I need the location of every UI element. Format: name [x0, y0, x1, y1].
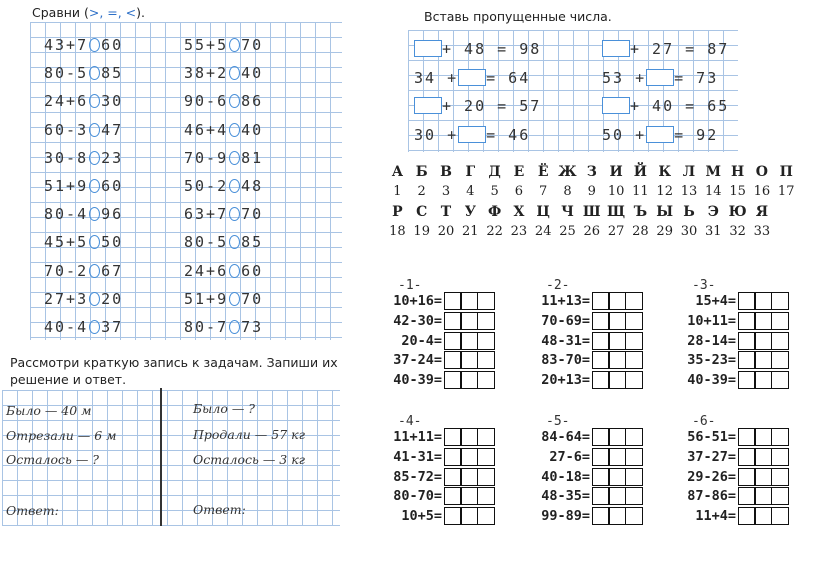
alphabet-letter: З	[586, 164, 597, 180]
compare-right-row: 51+9 70	[184, 289, 264, 308]
answer-cell[interactable]	[592, 448, 610, 466]
answer-cell[interactable]	[477, 312, 495, 330]
answer-cells[interactable]	[739, 428, 789, 446]
answer-cell[interactable]	[608, 507, 626, 525]
alphabet-number: 29	[656, 224, 673, 239]
alphabet-letter: К	[658, 164, 672, 180]
alphabet-letter: Й	[633, 164, 648, 180]
answer-cell[interactable]	[771, 351, 789, 369]
alphabet-number: 16	[753, 184, 771, 199]
compare-left-row: 51+9 60	[44, 177, 124, 195]
alphabet-number: 4	[466, 184, 475, 199]
answer-cell[interactable]	[460, 487, 478, 505]
answer-cell[interactable]	[608, 448, 626, 466]
answer-cell[interactable]	[754, 351, 772, 369]
answer-cell[interactable]	[738, 312, 756, 330]
answer-cells[interactable]	[593, 292, 643, 310]
answer-cells[interactable]	[593, 351, 643, 369]
compare-sign-circle[interactable]	[89, 66, 100, 80]
alphabet-letter: Ц	[536, 204, 550, 220]
answer-cell[interactable]	[460, 507, 478, 525]
alphabet-number: 21	[462, 224, 479, 239]
compare-sign-circle[interactable]	[229, 320, 240, 334]
answer-cell[interactable]	[738, 428, 756, 446]
alphabet-letter: Ё	[537, 164, 549, 180]
alphabet-number: 15	[729, 184, 746, 199]
compare-left-row: 24+6 30	[44, 92, 124, 111]
answer-cells[interactable]	[445, 292, 495, 310]
answer-cell[interactable]	[754, 332, 772, 350]
compare-left-row: 30-8 23	[44, 148, 124, 167]
compare-sign-circle[interactable]	[229, 292, 240, 306]
answer-cell[interactable]	[592, 351, 610, 369]
missing-number-box[interactable]	[414, 97, 442, 114]
compare-sign-circle[interactable]	[89, 38, 100, 52]
answer-cell[interactable]	[477, 428, 495, 446]
alphabet-letter: Ш	[582, 204, 601, 220]
missing-number-box[interactable]	[646, 69, 674, 86]
example-expression: 10+5=	[401, 508, 442, 525]
tasks-title-line1: Рассмотри краткую запись к задачам. Запиши их	[10, 355, 338, 370]
compare-sign-circle[interactable]	[89, 207, 100, 221]
answer-cell[interactable]	[460, 448, 478, 466]
alphabet-number: 3	[441, 184, 451, 199]
missing-number-box[interactable]	[414, 40, 442, 57]
alphabet-letter: Б	[415, 164, 428, 180]
compare-sign-circle[interactable]	[229, 179, 240, 193]
compare-right-row: 90-6 86	[184, 92, 264, 111]
answer-cell[interactable]	[477, 292, 495, 310]
compare-right-row: 24+6 60	[184, 261, 264, 280]
group-title: -4-	[398, 414, 422, 429]
answer-cell[interactable]	[460, 332, 478, 350]
answer-cell[interactable]	[625, 487, 643, 505]
insert-row-right: 53 + = 73	[602, 68, 719, 87]
group-title: -6-	[692, 414, 716, 429]
missing-number-box[interactable]	[602, 97, 630, 114]
compare-right-row: 46+4 40	[184, 120, 264, 139]
alphabet-letter: Г	[465, 164, 476, 180]
example-expression: 84-64=	[541, 429, 590, 445]
answer-cells[interactable]	[445, 468, 495, 486]
answer-cell[interactable]	[771, 292, 789, 310]
group-title: -1-	[398, 278, 422, 293]
alphabet-letter: Ф	[487, 204, 502, 220]
answer-cell[interactable]	[754, 292, 772, 310]
answer-cells[interactable]	[445, 428, 495, 446]
alphabet-letter: Л	[682, 164, 696, 180]
alphabet-letter: Р	[392, 204, 403, 220]
answer-cell[interactable]	[477, 487, 495, 505]
alphabet-letter: О	[755, 164, 768, 180]
group-title: -5-	[546, 414, 570, 429]
answer-cell[interactable]	[625, 448, 643, 466]
answer-cell[interactable]	[608, 332, 626, 350]
compare-sign-circle[interactable]	[89, 151, 100, 165]
example-expression: 99-89=	[541, 508, 590, 525]
missing-number-box[interactable]	[602, 40, 630, 57]
group-title: -3-	[692, 278, 716, 293]
alphabet-number: 2	[417, 184, 426, 199]
answer-cell[interactable]	[477, 468, 495, 486]
example-expression: 48-35=	[541, 488, 590, 505]
answer-cell[interactable]	[771, 312, 789, 330]
alphabet-number: 20	[437, 224, 455, 239]
example-expression: 10+11=	[687, 312, 736, 329]
alphabet-number: 32	[729, 224, 746, 239]
compare-left-row: 27+3 20	[44, 289, 124, 308]
example-expression: 20-4=	[401, 332, 442, 349]
answer-cell[interactable]	[444, 507, 462, 525]
alphabet-letter: П	[779, 164, 793, 180]
answer-cell[interactable]	[625, 312, 643, 330]
answer-cell[interactable]	[625, 428, 643, 446]
example-expression: 80-70=	[393, 488, 442, 505]
insert-title: Вставь пропущенные числа.	[424, 9, 612, 24]
answer-cell[interactable]	[771, 507, 789, 525]
answer-cell[interactable]	[625, 351, 643, 369]
example-expression: 15+4=	[695, 293, 736, 309]
answer-cell[interactable]	[460, 468, 478, 486]
compare-right-row: 38+2 40	[184, 64, 264, 83]
alphabet-number: 25	[559, 224, 576, 239]
answer-cell[interactable]	[771, 371, 789, 389]
alphabet-number: 11	[632, 184, 649, 199]
answer-cell[interactable]	[592, 312, 610, 330]
alphabet-letter: Ы	[656, 204, 674, 220]
answer-cell[interactable]	[460, 292, 478, 310]
alphabet-letter: Ъ	[633, 204, 648, 220]
answer-cell[interactable]	[592, 292, 610, 310]
compare-sign-circle[interactable]	[89, 179, 100, 193]
compare-sign-circle[interactable]	[229, 38, 240, 52]
answer-cell[interactable]	[444, 371, 462, 389]
answer-cell[interactable]	[738, 468, 756, 486]
alphabet-number: 10	[607, 184, 625, 199]
answer-cell[interactable]	[754, 507, 772, 525]
answer-cell[interactable]	[477, 448, 495, 466]
example-expression: 28-14=	[687, 332, 736, 349]
answer-cell[interactable]	[460, 312, 478, 330]
compare-sign-circle[interactable]	[89, 320, 100, 334]
compare-left-row: 70-2 67	[44, 261, 124, 280]
task-right-answer: Ответ:	[193, 502, 246, 517]
answer-cell[interactable]	[625, 468, 643, 486]
compare-left-row: 80-5 85	[44, 64, 124, 83]
alphabet-letter: И	[609, 164, 623, 180]
answer-cell[interactable]	[592, 507, 610, 525]
compare-sign-circle[interactable]	[229, 123, 240, 137]
answer-cells[interactable]	[739, 351, 789, 369]
alphabet-letter: Ю	[728, 204, 747, 220]
compare-right-row: 63+7 70	[184, 205, 264, 224]
example-expression: 37-24=	[393, 352, 442, 369]
alphabet-letter: Ь	[683, 204, 695, 220]
answer-cell[interactable]	[754, 468, 772, 486]
tasks-title-line2: решение и ответ.	[10, 372, 127, 387]
answer-cell[interactable]	[625, 507, 643, 525]
answer-cell[interactable]	[738, 332, 756, 350]
example-expression: 42-30=	[393, 312, 442, 329]
answer-cell[interactable]	[608, 312, 626, 330]
alphabet-letter: Д	[488, 164, 501, 180]
answer-cell[interactable]	[592, 487, 610, 505]
compare-left-row: 80-4 96	[44, 205, 124, 224]
alphabet-letter: Э	[707, 204, 719, 220]
answer-cell[interactable]	[608, 428, 626, 446]
answer-cell[interactable]	[771, 428, 789, 446]
alphabet-number: 23	[510, 224, 528, 239]
compare-right-row: 80-7 73	[184, 318, 264, 336]
alphabet-number: 12	[656, 184, 673, 199]
answer-cell[interactable]	[444, 292, 462, 310]
answer-cells[interactable]	[593, 507, 643, 525]
insert-row-right: + 27 = 87	[602, 40, 729, 58]
answer-cell[interactable]	[460, 371, 478, 389]
alphabet-letter: Я	[755, 204, 769, 220]
insert-row-left: 30 + = 46	[414, 126, 531, 145]
compare-left-row: 45+5 50	[44, 233, 124, 252]
compare-sign-circle[interactable]	[229, 235, 240, 249]
answer-cell[interactable]	[754, 448, 772, 466]
answer-cells[interactable]	[739, 292, 789, 310]
answer-cells[interactable]	[593, 332, 643, 350]
compare-signs: >, =, <	[88, 5, 137, 20]
compare-sign-circle[interactable]	[89, 292, 100, 306]
answer-cell[interactable]	[771, 448, 789, 466]
answer-cells[interactable]	[739, 487, 789, 505]
compare-left-row: 60-3 47	[44, 120, 124, 139]
answer-cell[interactable]	[625, 371, 643, 389]
answer-cell[interactable]	[477, 507, 495, 525]
answer-cell[interactable]	[608, 292, 626, 310]
answer-cells[interactable]	[445, 507, 495, 525]
example-expression: 11+13=	[541, 293, 590, 309]
answer-cells[interactable]	[593, 428, 643, 446]
tasks-divider	[160, 388, 162, 526]
alphabet-number: 18	[389, 224, 406, 239]
answer-cells[interactable]	[445, 351, 495, 369]
insert-row-left: 34 + = 64	[414, 68, 531, 87]
answer-cells[interactable]	[739, 507, 789, 525]
answer-cells[interactable]	[593, 448, 643, 466]
answer-cell[interactable]	[444, 487, 462, 505]
answer-cell[interactable]	[754, 312, 772, 330]
compare-right-row: 80-5 85	[184, 233, 264, 252]
compare-sign-circle[interactable]	[89, 94, 100, 108]
compare-sign-circle[interactable]	[229, 94, 240, 108]
alphabet-number: 27	[607, 224, 625, 239]
answer-cell[interactable]	[444, 312, 462, 330]
answer-cell[interactable]	[444, 351, 462, 369]
compare-right-row: 55+5 70	[184, 36, 264, 54]
answer-cells[interactable]	[739, 468, 789, 486]
answer-cells[interactable]	[739, 332, 789, 350]
answer-cell[interactable]	[738, 351, 756, 369]
example-expression: 83-70=	[541, 352, 590, 369]
compare-sign-circle[interactable]	[89, 235, 100, 249]
answer-cell[interactable]	[754, 371, 772, 389]
insert-row-left: + 20 = 57	[414, 97, 541, 115]
example-expression: 48-31=	[541, 332, 590, 349]
answer-cell[interactable]	[754, 428, 772, 446]
alphabet-number: 9	[587, 184, 596, 199]
alphabet-number: 33	[753, 224, 771, 239]
answer-cells[interactable]	[739, 448, 789, 466]
answer-cells[interactable]	[739, 312, 789, 330]
task-left-line1: Было — 40 м	[6, 403, 92, 418]
compare-left-row: 40-4 37	[44, 318, 124, 336]
answer-cell[interactable]	[444, 332, 462, 350]
compare-sign-circle[interactable]	[89, 264, 100, 278]
example-expression: 70-69=	[541, 312, 590, 329]
alphabet-letter: А	[391, 164, 404, 180]
answer-cell[interactable]	[771, 487, 789, 505]
answer-cell[interactable]	[592, 371, 610, 389]
alphabet-letter: Ж	[558, 164, 577, 180]
example-expression: 11+11=	[393, 429, 442, 445]
task-left-line3: Осталось — ?	[6, 452, 99, 467]
group-title: -2-	[546, 278, 570, 293]
answer-cells[interactable]	[593, 487, 643, 505]
compare-right-row: 50-2 48	[184, 177, 264, 195]
answer-cell[interactable]	[460, 428, 478, 446]
answer-cell[interactable]	[608, 487, 626, 505]
compare-sign-circle[interactable]	[229, 151, 240, 165]
example-expression: 41-31=	[393, 448, 442, 465]
answer-cells[interactable]	[739, 371, 789, 389]
alphabet-number: 24	[534, 224, 552, 239]
answer-cells[interactable]	[445, 448, 495, 466]
alphabet-number: 30	[680, 224, 698, 239]
answer-cells[interactable]	[445, 312, 495, 330]
missing-number-box[interactable]	[458, 69, 486, 86]
task-right-line3: Осталось — 3 кг	[193, 452, 305, 467]
answer-cell[interactable]	[477, 332, 495, 350]
answer-cell[interactable]	[444, 428, 462, 446]
compare-sign-circle[interactable]	[229, 264, 240, 278]
answer-cells[interactable]	[593, 371, 643, 389]
insert-row-left: + 48 = 98	[414, 40, 541, 58]
answer-cell[interactable]	[608, 371, 626, 389]
answer-cell[interactable]	[592, 332, 610, 350]
answer-cell[interactable]	[738, 292, 756, 310]
example-expression: 20+13=	[541, 372, 590, 389]
alphabet-number: 13	[680, 184, 698, 199]
answer-cell[interactable]	[460, 351, 478, 369]
alphabet-letter: Е	[513, 164, 525, 180]
answer-cell[interactable]	[608, 351, 626, 369]
compare-sign-circle[interactable]	[89, 123, 100, 137]
alphabet-letter: Щ	[607, 204, 626, 220]
example-expression: 40-39=	[687, 372, 736, 389]
insert-row-right: + 40 = 65	[602, 97, 729, 115]
compare-sign-circle[interactable]	[229, 207, 240, 221]
answer-cell[interactable]	[738, 371, 756, 389]
alphabet-letter: В	[440, 164, 452, 180]
example-expression: 35-23=	[687, 352, 736, 369]
answer-cells[interactable]	[593, 312, 643, 330]
answer-cell[interactable]	[754, 487, 772, 505]
compare-right-row: 70-9 81	[184, 148, 264, 167]
answer-cell[interactable]	[625, 292, 643, 310]
task-right-line2: Продали — 57 кг	[193, 427, 305, 442]
compare-left-row: 43+7 60	[44, 36, 124, 54]
alphabet-letter: Н	[730, 164, 745, 180]
answer-cell[interactable]	[771, 332, 789, 350]
alphabet-letter: С	[416, 204, 428, 220]
answer-cells[interactable]	[445, 371, 495, 389]
answer-cell[interactable]	[444, 448, 462, 466]
example-expression: 10+16=	[393, 293, 442, 309]
task-left-answer: Ответ:	[6, 503, 59, 518]
answer-cell[interactable]	[625, 332, 643, 350]
missing-number-box[interactable]	[458, 126, 486, 143]
compare-title: Сравни (>, =, <).	[32, 5, 146, 20]
answer-cell[interactable]	[592, 468, 610, 486]
missing-number-box[interactable]	[646, 126, 674, 143]
insert-row-right: 50 + = 92	[602, 126, 719, 145]
example-expression: 87-86=	[687, 488, 736, 505]
example-expression: 56-51=	[687, 429, 736, 445]
example-expression: 85-72=	[393, 468, 442, 485]
example-expression: 40-18=	[541, 468, 590, 485]
answer-cell[interactable]	[444, 468, 462, 486]
alphabet-number: 22	[486, 224, 503, 239]
answer-cell[interactable]	[738, 507, 756, 525]
alphabet-letter: Т	[440, 204, 452, 220]
alphabet-number: 28	[632, 224, 649, 239]
example-expression: 29-26=	[687, 468, 736, 485]
alphabet-number: 8	[563, 184, 572, 199]
answer-cells[interactable]	[593, 468, 643, 486]
alphabet-number: 19	[413, 224, 430, 239]
alphabet-number: 6	[514, 184, 524, 199]
example-expression: 40-39=	[393, 372, 442, 389]
example-expression: 27-6=	[549, 448, 590, 465]
alphabet-number: 14	[705, 184, 722, 199]
alphabet-number: 17	[777, 184, 795, 199]
alphabet-letter: М	[705, 164, 722, 180]
task-left-line2: Отрезали — 6 м	[6, 428, 117, 443]
answer-cells[interactable]	[445, 487, 495, 505]
answer-cell[interactable]	[771, 468, 789, 486]
answer-cell[interactable]	[738, 448, 756, 466]
alphabet-number: 31	[705, 224, 722, 239]
answer-cell[interactable]	[477, 351, 495, 369]
compare-sign-circle[interactable]	[229, 66, 240, 80]
alphabet-letter: Ч	[561, 204, 574, 220]
answer-cells[interactable]	[445, 332, 495, 350]
alphabet-letter: У	[464, 204, 476, 220]
answer-cell[interactable]	[477, 371, 495, 389]
alphabet-letter: Х	[513, 204, 525, 220]
alphabet-number: 26	[583, 224, 601, 239]
answer-cell[interactable]	[608, 468, 626, 486]
example-expression: 37-27=	[687, 448, 736, 465]
task-right-line1: Было — ?	[193, 401, 255, 416]
answer-cell[interactable]	[738, 487, 756, 505]
answer-cell[interactable]	[592, 428, 610, 446]
alphabet-number: 7	[539, 184, 548, 199]
alphabet-number: 1	[393, 184, 402, 199]
alphabet-number: 5	[490, 184, 499, 199]
example-expression: 11+4=	[695, 508, 736, 525]
